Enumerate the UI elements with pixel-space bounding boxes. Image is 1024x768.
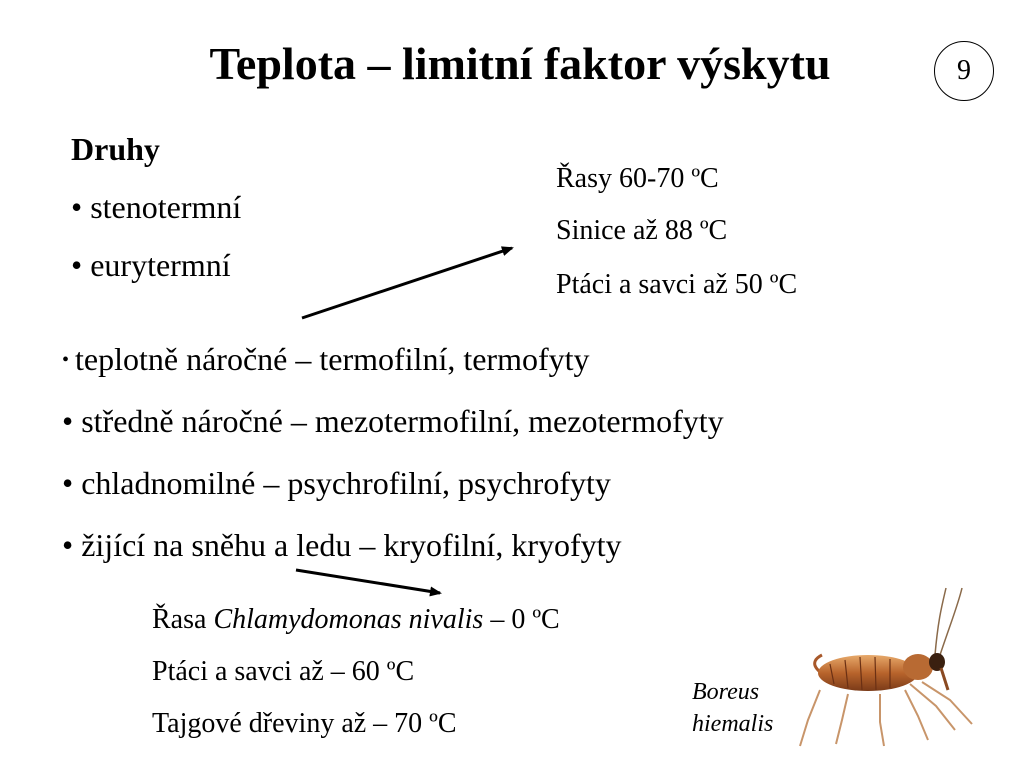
slide-title: Teplota – limitní faktor výskytu [209,38,831,89]
druhy-item-eurythermal: • eurytermní [71,247,231,283]
insect-caption-genus: Boreus [692,679,760,705]
bullet-marker: • [62,349,70,371]
category-thermophilic-text: teplotně náročné – termofilní, termofyty [75,341,590,377]
page-number-badge: 9 [934,41,994,101]
arrow-to-cold-examples [296,570,440,593]
category-mesothermophilic: • středně náročné – mezotermofilní, mezotermofyty [62,403,724,439]
cold-example-alga-prefix: Řasa [152,604,214,635]
species-name: Chlamydomonas nivalis [213,604,484,635]
boreus-hiemalis-illustration [800,588,972,746]
example-cyanobacteria: Sinice až 88 ºC [556,215,728,246]
example-algae: Řasy 60-70 ºC [556,163,719,194]
cold-example-taiga-trees: Tajgové dřeviny až – 70 ºC [152,708,457,739]
category-psychrophilic: • chladnomilné – psychrofilní, psychrofyty [62,465,611,501]
arrow-to-examples [302,248,512,318]
example-birds-mammals: Ptáci a savci až 50 ºC [556,269,798,300]
cold-example-birds-mammals: Ptáci a savci až – 60 ºC [152,656,415,687]
cold-example-alga-suffix: – 0 ºC [483,604,560,635]
druhy-heading: Druhy [71,131,160,167]
insect-caption-species: hiemalis [692,711,774,737]
category-cryophilic: • žijící na sněhu a ledu – kryofilní, kryofyty [62,527,622,563]
druhy-item-stenothermal: • stenotermní [71,189,242,225]
